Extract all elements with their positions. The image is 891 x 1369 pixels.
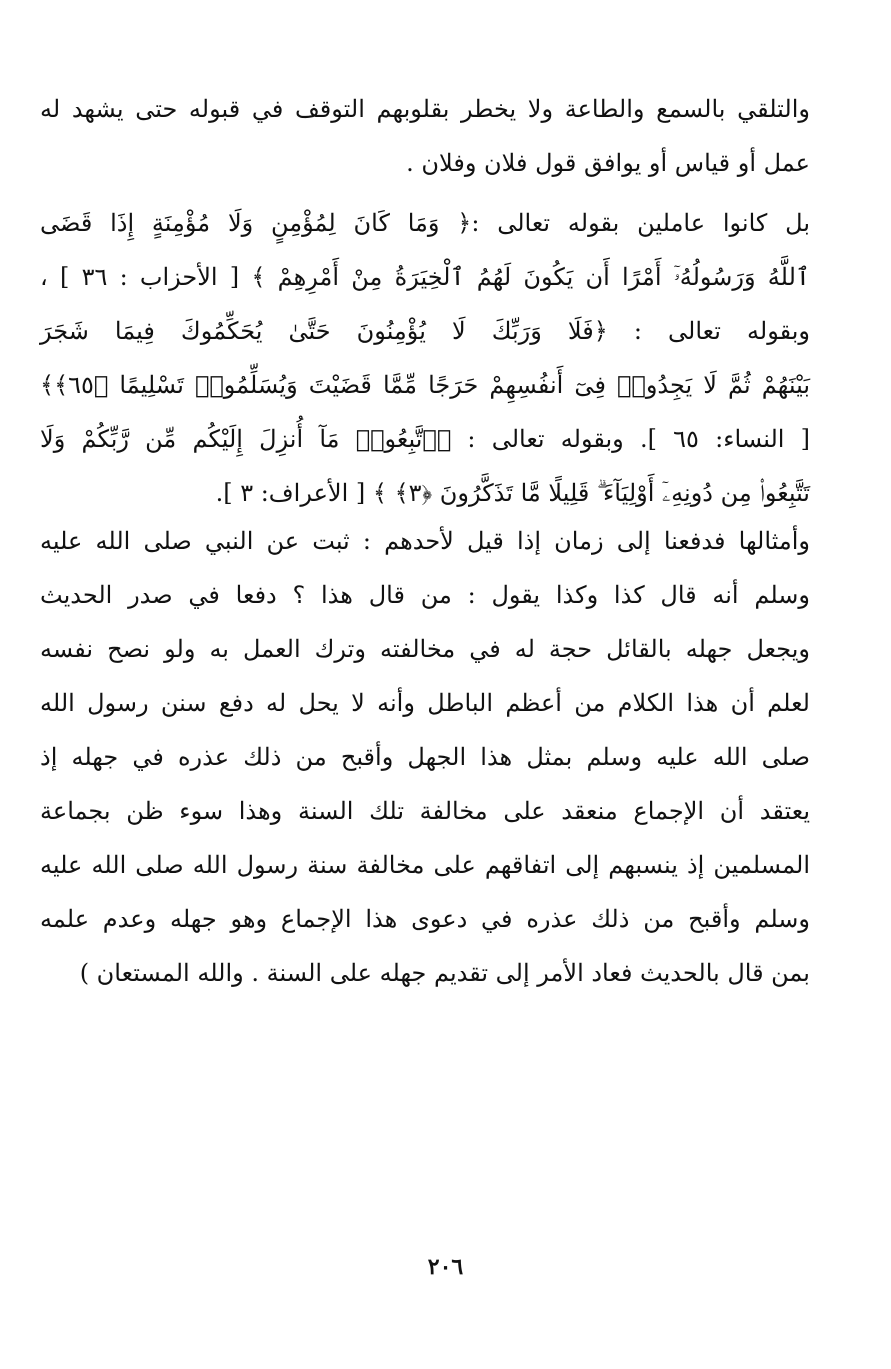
text-line: وبقوله تعالى : ﴿فَلَا وَرَبِّكَ لَا يُؤْمِنُونَ حَتَّىٰ يُحَكِّمُوكَ فِيمَا شَجَرَ (40, 317, 810, 345)
text-line: يعتقد أن الإجماع منعقد على مخالفة تلك السنة وهذا سوء ظن بجماعة (40, 797, 810, 825)
text-line: وسلم أنه قال كذا وكذا يقول : من قال هذا ؟ دفعا في صدر الحديث (40, 581, 810, 609)
text-line: صلى الله عليه وسلم بمثل هذا الجهل وأقبح من ذلك عذره في جهله إذ (40, 743, 810, 771)
text-line: ٱللَّهُ وَرَسُولُهُۥٓ أَمْرًا أَن يَكُونَ لَهُمُ ٱلْخِيَرَةُ مِنْ أَمْرِهِمْ ﴾ [ الأحزاب : ٣٦ ] ، (40, 263, 810, 291)
text-line: بل كانوا عاملين بقوله تعالى :﴿ وَمَا كَانَ لِمُؤْمِنٍ وَلَا مُؤْمِنَةٍ إِذَا قَضَى (40, 209, 810, 237)
paragraph-2-quran-citations (40, 196, 810, 520)
text-line: بمن قال بالحديث فعاد الأمر إلى تقديم جهله على السنة . والله المستعان ) (79, 959, 810, 987)
text-line: المسلمين إذ ينسبهم إلى اتفاقهم على مخالفة سنة رسول الله صلى الله عليه (40, 851, 810, 879)
page-number: ٢٠٦ (427, 1254, 464, 1280)
text-line: بَيْنَهُمْ ثُمَّ لَا يَجِدُوا۟ فِىٓ أَنفُسِهِمْ حَرَجًا مِّمَّا قَضَيْتَ وَيُسَلِّمُوا۟ تَسْلِيمًا ﴿٦٥﴾﴾ (40, 371, 810, 399)
text-line: عمل أو قياس أو يوافق قول فلان وفلان . (406, 149, 810, 177)
text-line: والتلقي بالسمع والطاعة ولا يخطر بقلوبهم التوقف في قبوله حتى يشهد له (40, 95, 810, 123)
text-line: لعلم أن هذا الكلام من أعظم الباطل وأنه لا يحل له دفع سنن رسول الله (40, 689, 810, 717)
text-line: وسلم وأقبح من ذلك عذره في دعوى هذا الإجماع وهو جهله وعدم علمه (40, 905, 810, 933)
text-line: تَتَّبِعُوا۟ مِن دُونِهِۦٓ أَوْلِيَآءَ ۗ قَلِيلًا مَّا تَذَكَّرُونَ ﴿٣﴾ ﴾ [ الأعراف: ٣ ]. (215, 479, 810, 507)
paragraph-3 (40, 514, 810, 1000)
text-line: وأمثالها فدفعنا إلى زمان إذا قيل لأحدهم : ثبت عن النبي صلى الله عليه (40, 527, 810, 555)
text-line: ويجعل جهله بالقائل حجة له في مخالفته وترك العمل به ولو نصح نفسه (40, 635, 810, 663)
paragraph-1 (40, 82, 810, 190)
text-line: [ النساء: ٦٥ ]. وبقوله تعالى : ﴿ٱتَّبِعُوا۟ مَآ أُنزِلَ إِلَيْكُم مِّن رَّبِّكُمْ وَلَا (40, 425, 811, 453)
